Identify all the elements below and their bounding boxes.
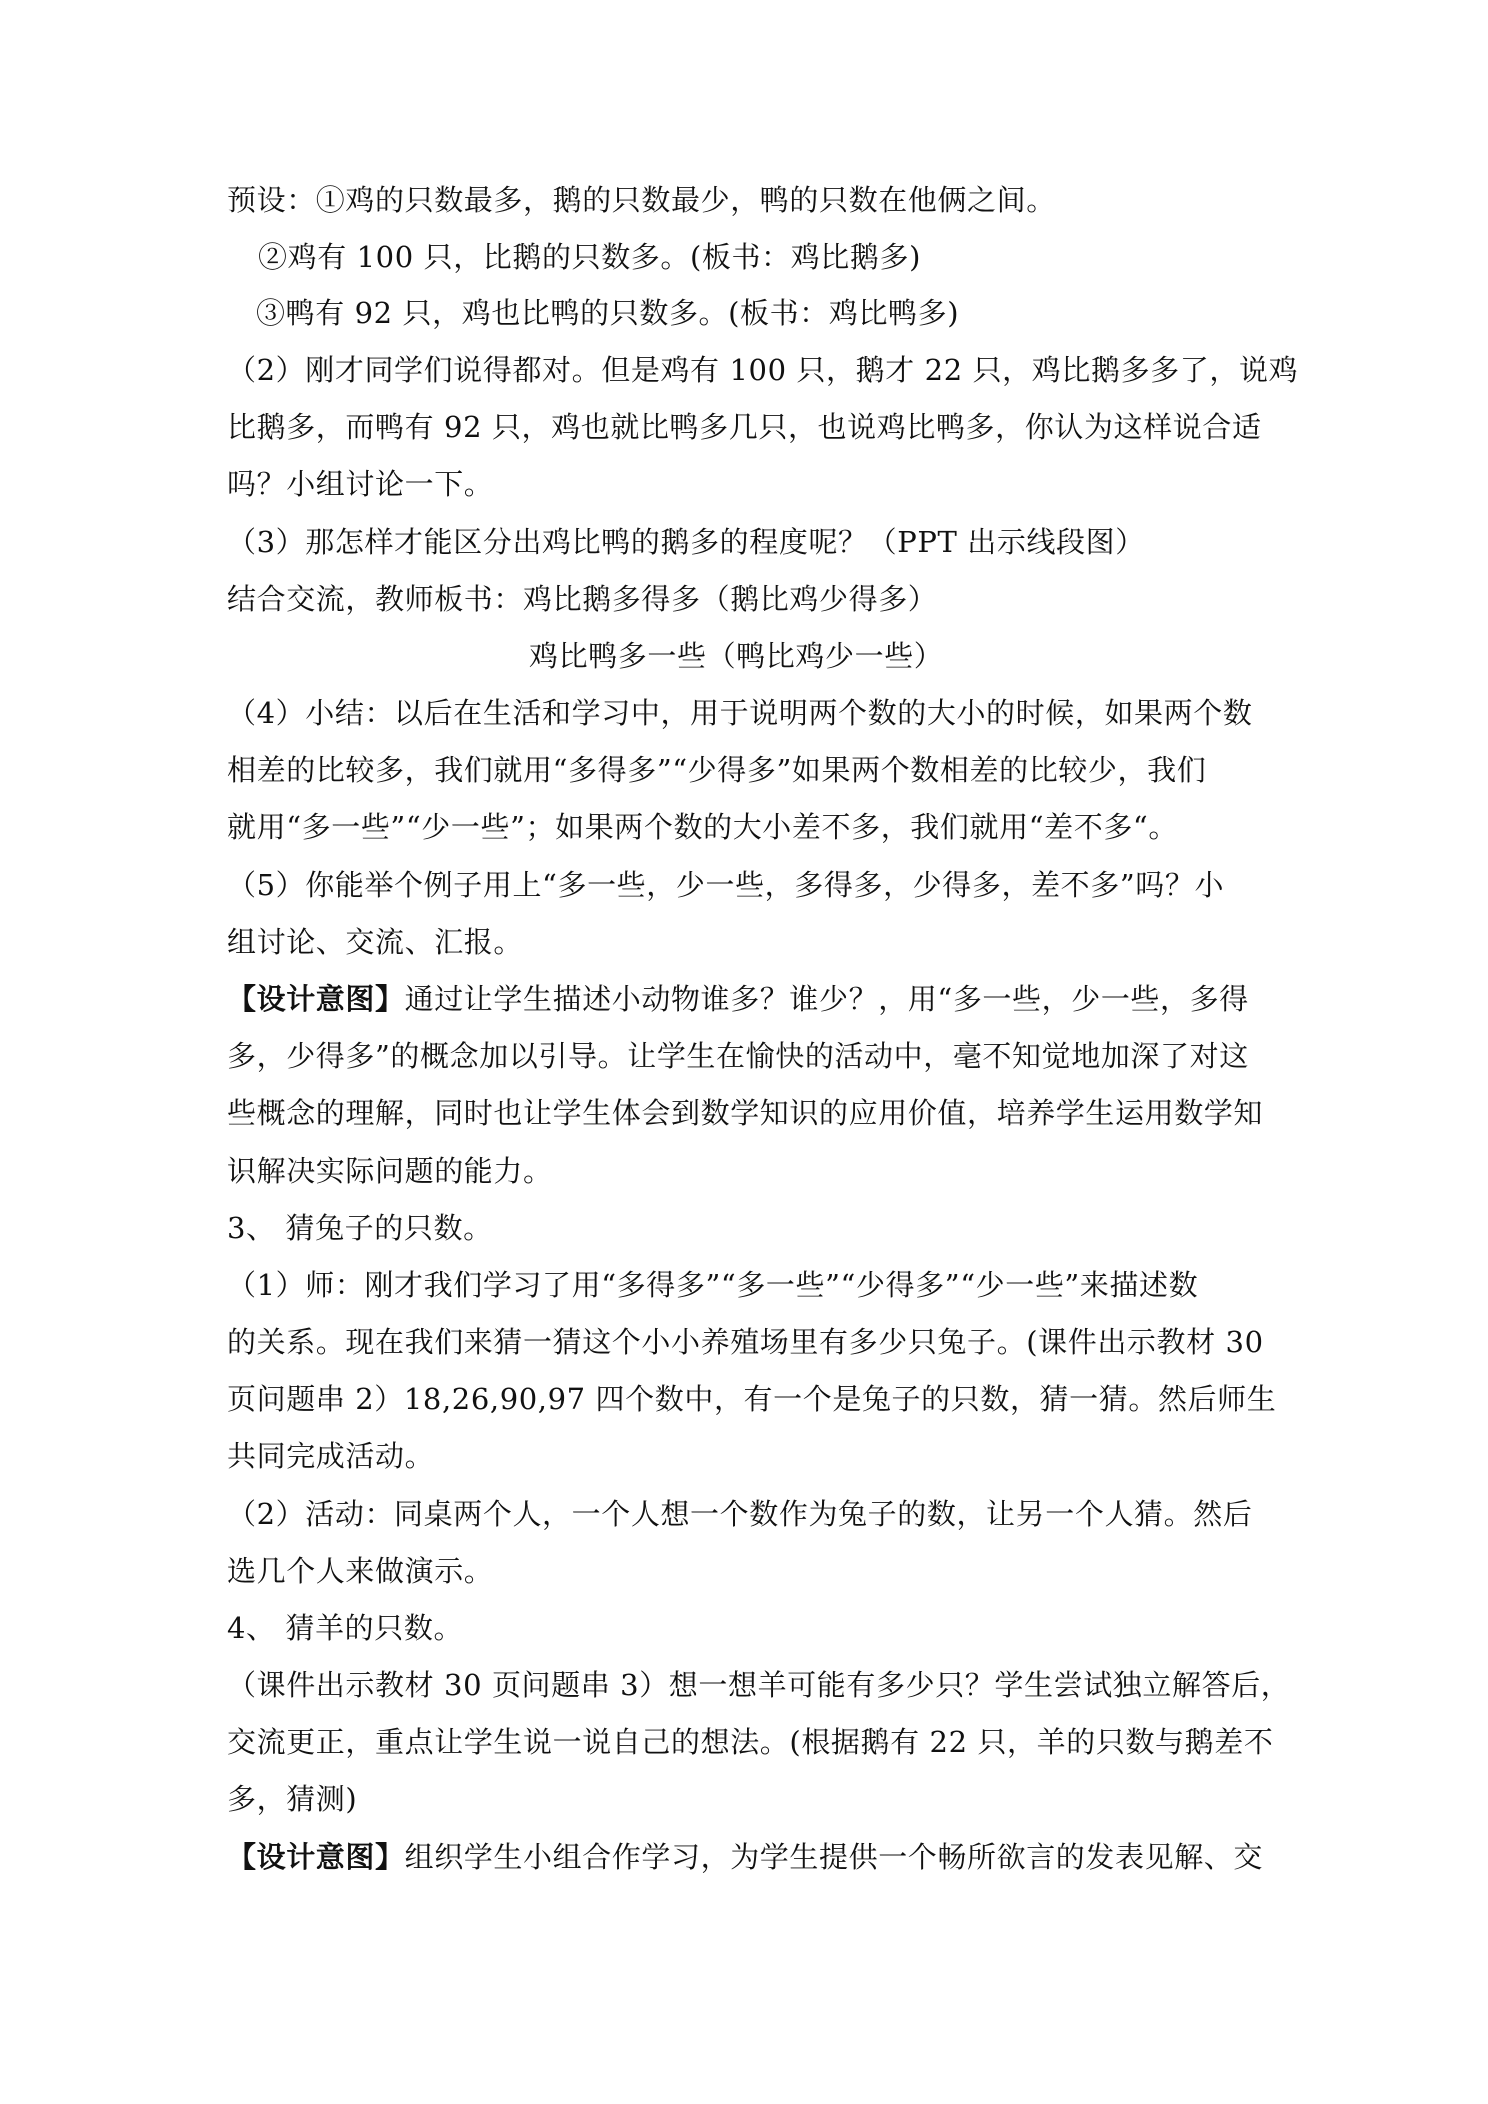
design-intent-paragraph — [227, 1840, 1263, 1874]
text-line: 结合交流，教师板书：鸡比鹅多得多（鹅比鸡少得多） — [227, 582, 938, 616]
text-line: 通过让学生描述小动物谁多？谁少？，用“多一些，少一些，多得 — [404, 982, 1249, 1016]
text-line: 交流更正，重点让学生说一说自己的想法。(根据鹅有 22 只，羊的只数与鹅差不 — [227, 1725, 1274, 1759]
text-line: 组织学生小组合作学习，为学生提供一个畅所欲言的发表见解、交 — [404, 1840, 1264, 1874]
text-line: （课件出示教材 30 页问题串 3）想一想羊可能有多少只？学生尝试独立解答后， — [227, 1668, 1291, 1702]
text-line: 识解决实际问题的能力。 — [227, 1154, 553, 1188]
text-line: ③鸭有 92 只，鸡也比鸭的只数多。(板书：鸡比鸭多) — [256, 296, 960, 330]
text-line: 组讨论、交流、汇报。 — [227, 925, 524, 959]
text-line: 的关系。现在我们来猜一猜这个小小养殖场里有多少只兔子。(课件出示教材 30 — [227, 1325, 1264, 1359]
text-line: 共同完成活动。 — [227, 1439, 435, 1473]
text-line: 比鹅多，而鸭有 92 只，鸡也就比鸭多几只，也说鸡比鸭多，你认为这样说合适 — [227, 410, 1262, 444]
section-heading: 4、 猜羊的只数。 — [227, 1611, 464, 1645]
text-line: （2）刚才同学们说得都对。但是鸡有 100 只，鹅才 22 只，鸡比鹅多多了，说鸡 — [227, 353, 1299, 387]
text-line: 鸡比鸭多一些（鸭比鸡少一些） — [529, 639, 944, 673]
text-line: （2）活动：同桌两个人，一个人想一个数作为兔子的数，让另一个人猜。然后 — [227, 1497, 1253, 1531]
text-line: （4）小结：以后在生活和学习中，用于说明两个数的大小的时候，如果两个数 — [227, 696, 1253, 730]
design-intent-label: 【设计意图】 — [227, 1840, 405, 1874]
text-line: 多，少得多”的概念加以引导。让学生在愉快的活动中，毫不知觉地加深了对这 — [227, 1039, 1249, 1073]
text-line: 页问题串 2）18,26,90,97 四个数中，有一个是兔子的只数，猜一猜。然后师生 — [227, 1382, 1277, 1416]
design-intent-label: 【设计意图】 — [227, 982, 405, 1016]
section-heading: 3、 猜兔子的只数。 — [227, 1211, 493, 1245]
text-line: （1）师：刚才我们学习了用“多得多”“多一些”“少得多”“少一些”来描述数 — [227, 1268, 1199, 1302]
text-line: 选几个人来做演示。 — [227, 1554, 494, 1588]
text-line: 相差的比较多，我们就用“多得多”“少得多”如果两个数相差的比较少，我们 — [227, 753, 1207, 787]
text-line: 些概念的理解，同时也让学生体会到数学知识的应用价值，培养学生运用数学知 — [227, 1096, 1264, 1130]
text-line: 预设：①鸡的只数最多，鹅的只数最少，鸭的只数在他俩之间。 — [227, 183, 1056, 217]
text-line: （3）那怎样才能区分出鸡比鸭的鹅多的程度呢？（PPT 出示线段图） — [227, 525, 1145, 559]
text-line: 吗？小组讨论一下。 — [227, 467, 494, 501]
text-line: ②鸡有 100 只，比鹅的只数多。(板书：鸡比鹅多) — [258, 240, 922, 274]
design-intent-paragraph — [227, 982, 1249, 1016]
text-line: 多，猜测) — [227, 1782, 358, 1816]
text-line: （5）你能举个例子用上“多一些，少一些，多得多，少得多，差不多”吗？小 — [227, 868, 1225, 902]
text-line: 就用“多一些”“少一些”；如果两个数的大小差不多，我们就用“差不多“。 — [227, 810, 1178, 844]
